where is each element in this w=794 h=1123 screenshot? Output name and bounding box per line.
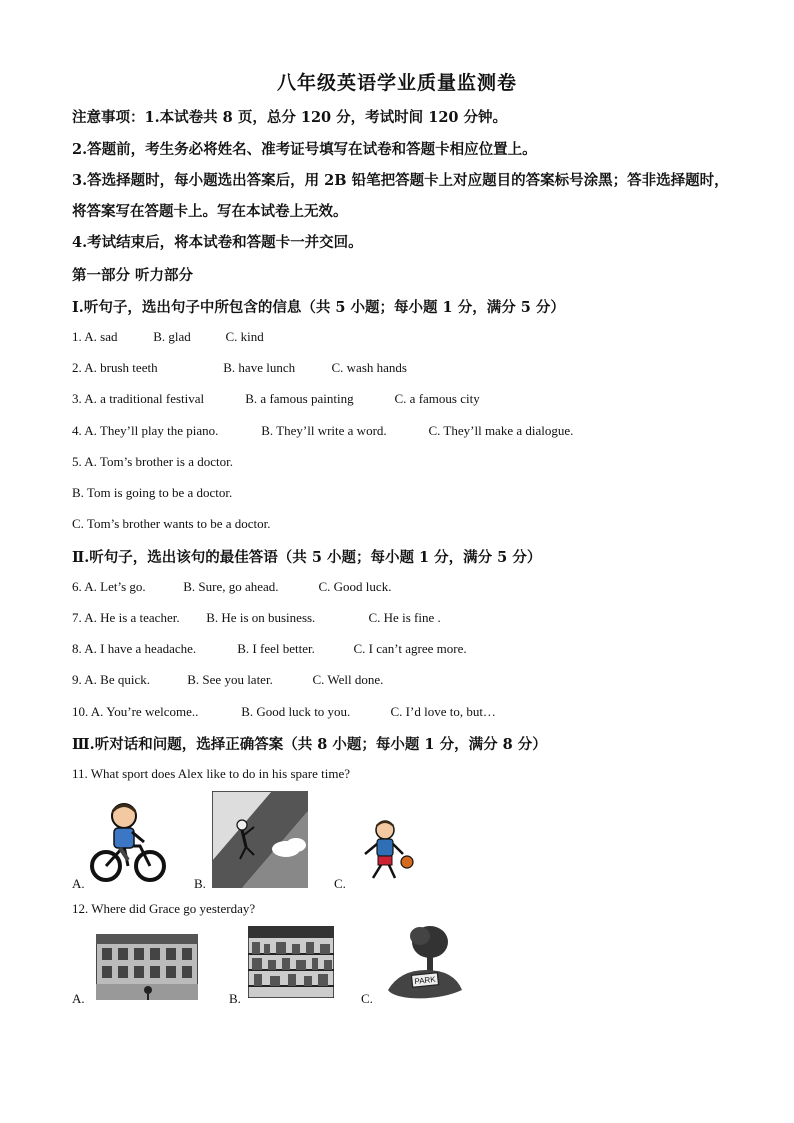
q12-label-c: C. — [361, 991, 373, 1006]
question-12: 12. Where did Grace go yesterday? — [72, 901, 256, 916]
q6-option-c: C. Good luck. — [318, 579, 392, 594]
question-9 — [72, 672, 383, 688]
q2-option-c: C. wash hands — [331, 360, 407, 375]
library-building-image — [96, 934, 198, 1000]
q2-option-b: B. have lunch — [223, 360, 296, 375]
section-1-heading: Ⅰ.听句子，选出句子中所包含的信息（共 5 小题；每小题 1 分，满分 5 分） — [72, 299, 565, 316]
exam-title: 八年级英语学业质量监测卷 — [276, 72, 517, 94]
boy-cycling-image — [88, 800, 168, 886]
q12-label-b: B. — [229, 991, 241, 1006]
q3-option-b: B. a famous painting — [245, 391, 354, 406]
question-10 — [72, 704, 496, 720]
question-2 — [72, 360, 407, 376]
rock-climbing-image — [212, 791, 308, 888]
q7-option-b: B. He is on business. — [206, 610, 316, 625]
q7-option-a: 7. A. He is a teacher. — [72, 610, 180, 625]
q3-option-c: C. a famous city — [394, 391, 480, 406]
q6-option-b: B. Sure, go ahead. — [183, 579, 279, 594]
q2-option-a: 2. A. brush teeth — [72, 360, 158, 375]
boy-basketball-image — [355, 818, 417, 884]
notice-line-4: 4.考试结束后，将本试卷和答题卡一并交回。 — [72, 234, 363, 251]
notice-line-2: 2.答题前，考生务必将姓名、准考证号填写在试卷和答题卡相应位置上。 — [72, 141, 537, 158]
part-one-heading: 第一部分 听力部分 — [72, 267, 194, 284]
notice-line-3: 3.答选择题时，每小题选出答案后，用 2B 铅笔把答题卡上对应题目的答案标号涂黑；答非选择题时，将答案写在答题卡上。写在本试卷上无效。 — [72, 172, 729, 220]
q8-option-a: 8. A. I have a headache. — [72, 641, 197, 656]
q1-option-a: 1. A. sad — [72, 329, 118, 344]
question-5-option-c: C. Tom’s brother wants to be a doctor. — [72, 516, 271, 531]
q1-option-b: B. glad — [153, 329, 191, 344]
supermarket-shelves-image — [248, 926, 334, 998]
q10-option-b: B. Good luck to you. — [241, 704, 351, 719]
q4-option-b: B. They’ll write a word. — [261, 423, 387, 438]
notice-line-1: 注意事项：1.本试卷共 8 页，总分 120 分，考试时间 120 分钟。 — [72, 109, 508, 126]
question-5-option-a: 5. A. Tom’s brother is a doctor. — [72, 454, 233, 469]
q1-option-c: C. kind — [225, 329, 264, 344]
question-3 — [72, 391, 480, 407]
q11-label-b: B. — [194, 876, 206, 891]
question-8 — [72, 641, 467, 657]
q8-option-c: C. I can’t agree more. — [353, 641, 467, 656]
question-11: 11. What sport does Alex like to do in his spare time? — [72, 766, 351, 781]
section-3-heading: Ⅲ.听对话和问题，选择正确答案（共 8 小题；每小题 1 分，满分 8 分） — [72, 736, 547, 753]
question-1 — [72, 329, 264, 345]
question-6 — [72, 579, 391, 595]
q10-option-c: C. I’d love to, but… — [390, 704, 496, 719]
q9-option-b: B. See you later. — [187, 672, 273, 687]
q4-option-c: C. They’ll make a dialogue. — [428, 423, 574, 438]
question-5-option-b: B. Tom is going to be a doctor. — [72, 485, 233, 500]
park-sign-text: PARK — [414, 974, 437, 987]
q11-label-c: C. — [334, 876, 346, 891]
q8-option-b: B. I feel better. — [237, 641, 315, 656]
q9-option-a: 9. A. Be quick. — [72, 672, 150, 687]
q6-option-a: 6. A. Let’s go. — [72, 579, 146, 594]
q3-option-a: 3. A. a traditional festival — [72, 391, 205, 406]
q7-option-c: C. He is fine . — [368, 610, 441, 625]
question-4 — [72, 423, 573, 439]
q12-label-a: A. — [72, 991, 85, 1006]
section-2-heading: Ⅱ.听句子，选出该句的最佳答语（共 5 小题；每小题 1 分，满分 5 分） — [72, 549, 542, 566]
q11-label-a: A. — [72, 876, 85, 891]
q10-option-a: 10. A. You’re welcome.. — [72, 704, 199, 719]
q9-option-c: C. Well done. — [312, 672, 384, 687]
q4-option-a: 4. A. They’ll play the piano. — [72, 423, 219, 438]
park-image — [380, 920, 466, 1000]
question-7 — [72, 610, 441, 626]
